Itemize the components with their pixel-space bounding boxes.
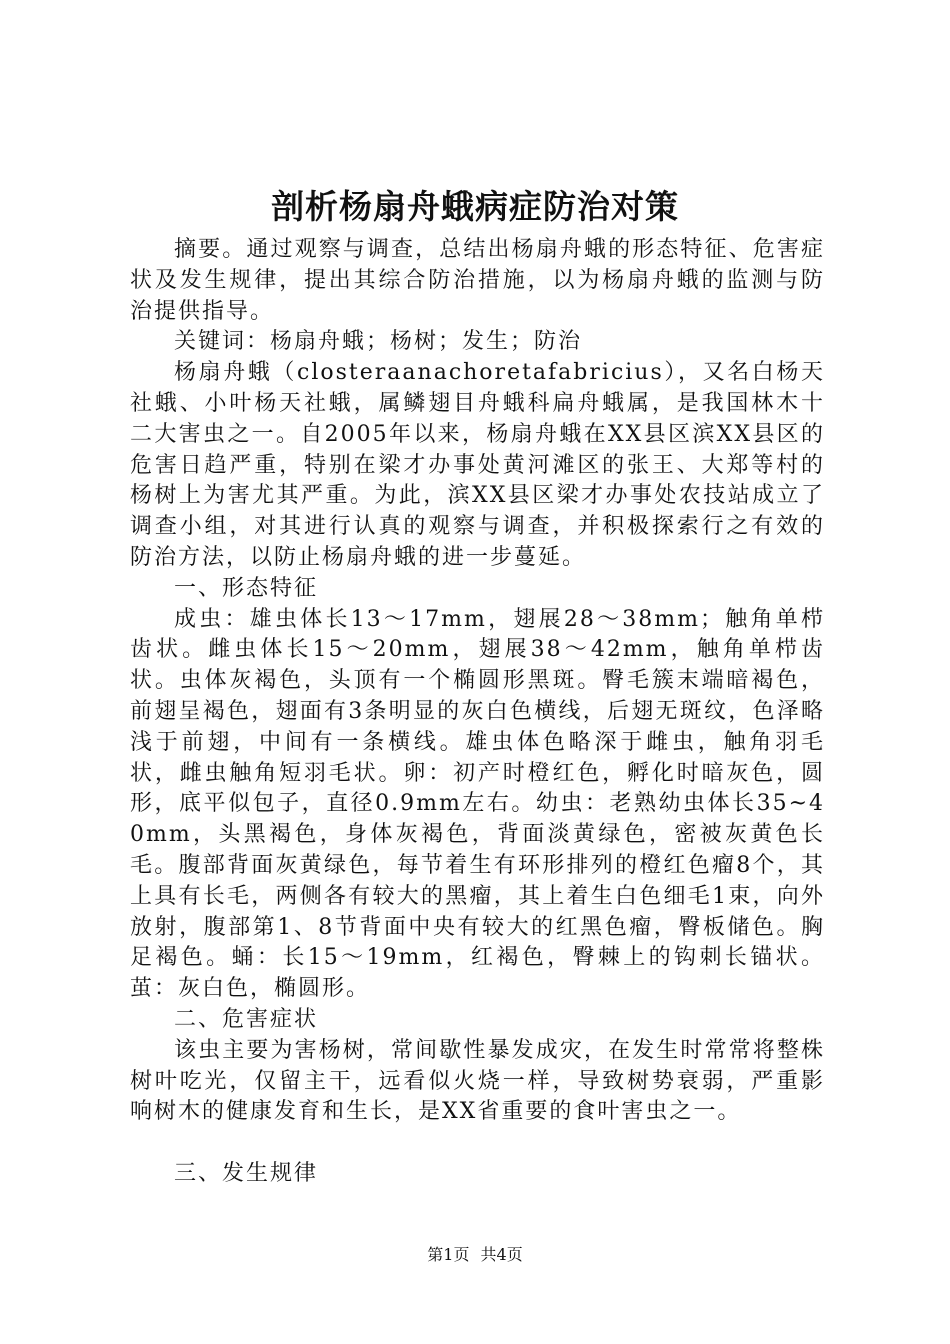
section-heading-damage: 二、危害症状 — [174, 1006, 319, 1032]
damage-paragraph: 该虫主要为害杨树，常间歇性暴发成灾，在发生时常常将整株树叶吃光，仅留主干，远看似火烧一样，导致树势衰弱，严重影响树木的健康发育和生长，是XX省重要的食叶害虫之一。 — [130, 1037, 825, 1125]
document-title: 剖析杨扇舟蛾病症防治对策 — [271, 187, 679, 226]
page-footer — [0, 1244, 950, 1266]
morphology-paragraph: 成虫：雄虫体长13～17mm，翅展28～38mm；触角单栉齿状。雌虫体长15～20mm，翅展38～42mm，触角单栉齿状。虫体灰褐色，头顶有一个椭圆形黑斑。臀毛簇末端暗褐色，前翅呈褐色，翅面有3条明显的灰白色横线，后翅无斑纹，色泽略浅于前翅，中间有一条横线。雄虫体色略深于雌虫，触角羽毛状，雌虫触角短羽毛状。卵：初产时橙红色，孵化时暗灰色，圆形，底平似包子，直径0.9mm左右。幼虫：老熟幼虫体长35~40mm，头黑褐色，身体灰褐色，背面淡黄绿色，密被灰黄色长毛。腹部背面灰黄绿色，每节着生有环形排列的橙红色瘤8个，其上具有长毛，两侧各有较大的黑瘤，其上着生白色细毛1束，向外放射，腹部第1、8节背面中央有较大的红黑色瘤，臀板储色。胸足褐色。蛹：长15～19mm，红褐色，臀棘上的钩刺长锚状。茧：灰白色，椭圆形。 — [130, 606, 825, 1002]
page-number: 第1页 — [427, 1245, 470, 1264]
keywords-paragraph: 关键词：杨扇舟蛾；杨树；发生；防治 — [174, 329, 583, 355]
page-total: 共4页 — [480, 1245, 523, 1264]
section-heading-occurrence: 三、发生规律 — [174, 1161, 319, 1187]
abstract-paragraph: 摘要。通过观察与调查，总结出杨扇舟蛾的形态特征、危害症状及发生规律，提出其综合防治措施，以为杨扇舟蛾的监测与防治提供指导。 — [130, 237, 825, 324]
intro-paragraph: 杨扇舟蛾（closteraanachoretafabricius），又名白杨天社蛾、小叶杨天社蛾，属鳞翅目舟蛾科扁舟蛾属，是我国林木十二大害虫之一。自2005年以来，杨扇舟蛾在XX县区滨XX县区的危害日趋严重，特别在梁才办事处黄河滩区的张王、大郑等村的杨树上为害尤其严重。为此，滨XX县区梁才办事处农技站成立了调查小组，对其进行认真的观察与调查，并积极探索行之有效的防治方法，以防止杨扇舟蛾的进一步蔓延。 — [130, 360, 825, 570]
section-heading-morphology: 一、形态特征 — [174, 575, 319, 601]
document-body — [130, 235, 825, 1190]
